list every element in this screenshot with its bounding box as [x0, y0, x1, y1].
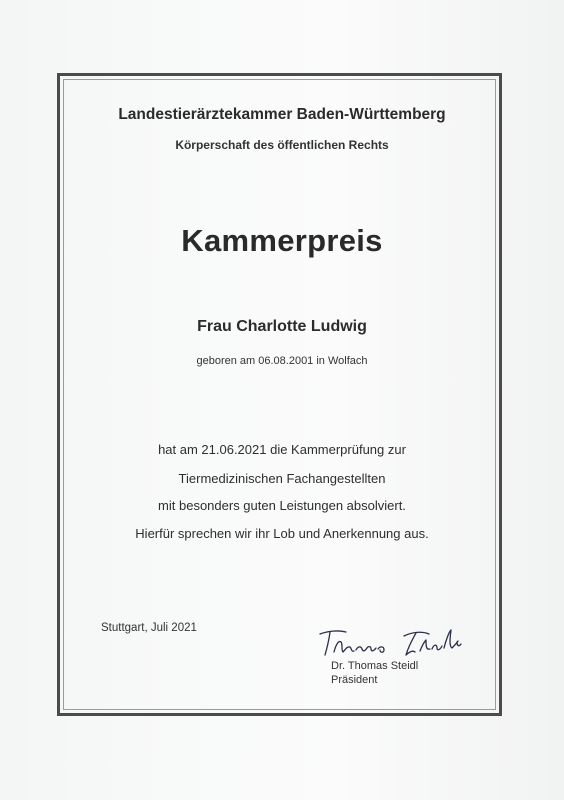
- recipient-name: Frau Charlotte Ludwig: [197, 318, 367, 335]
- certificate-frame-inner: [63, 79, 496, 710]
- issuer-subtitle: Körperschaft des öffentlichen Rechts: [175, 138, 389, 152]
- certificate-frame: [57, 73, 502, 716]
- place-date: Stuttgart, Juli 2021: [101, 622, 197, 634]
- signature: [316, 622, 466, 662]
- body-line-3: mit besonders guten Leistungen absolviert.: [158, 498, 406, 513]
- body-line-1: hat am 21.06.2021 die Kammerprüfung zur: [158, 442, 406, 457]
- signer-name: Dr. Thomas Steidl: [331, 660, 419, 672]
- signer-block: [331, 659, 418, 687]
- signer-title: Präsident: [331, 674, 378, 686]
- certificate-title: Kammerpreis: [181, 223, 383, 258]
- recipient-birth-info: geboren am 06.08.2001 in Wolfach: [196, 355, 368, 367]
- issuer-name: Landestierärztekammer Baden-Württemberg: [118, 106, 446, 123]
- body-line-2: Tiermedizinischen Fachangestellten: [178, 471, 386, 486]
- body-line-4: Hierfür sprechen wir ihr Lob und Anerkennung aus.: [135, 526, 429, 541]
